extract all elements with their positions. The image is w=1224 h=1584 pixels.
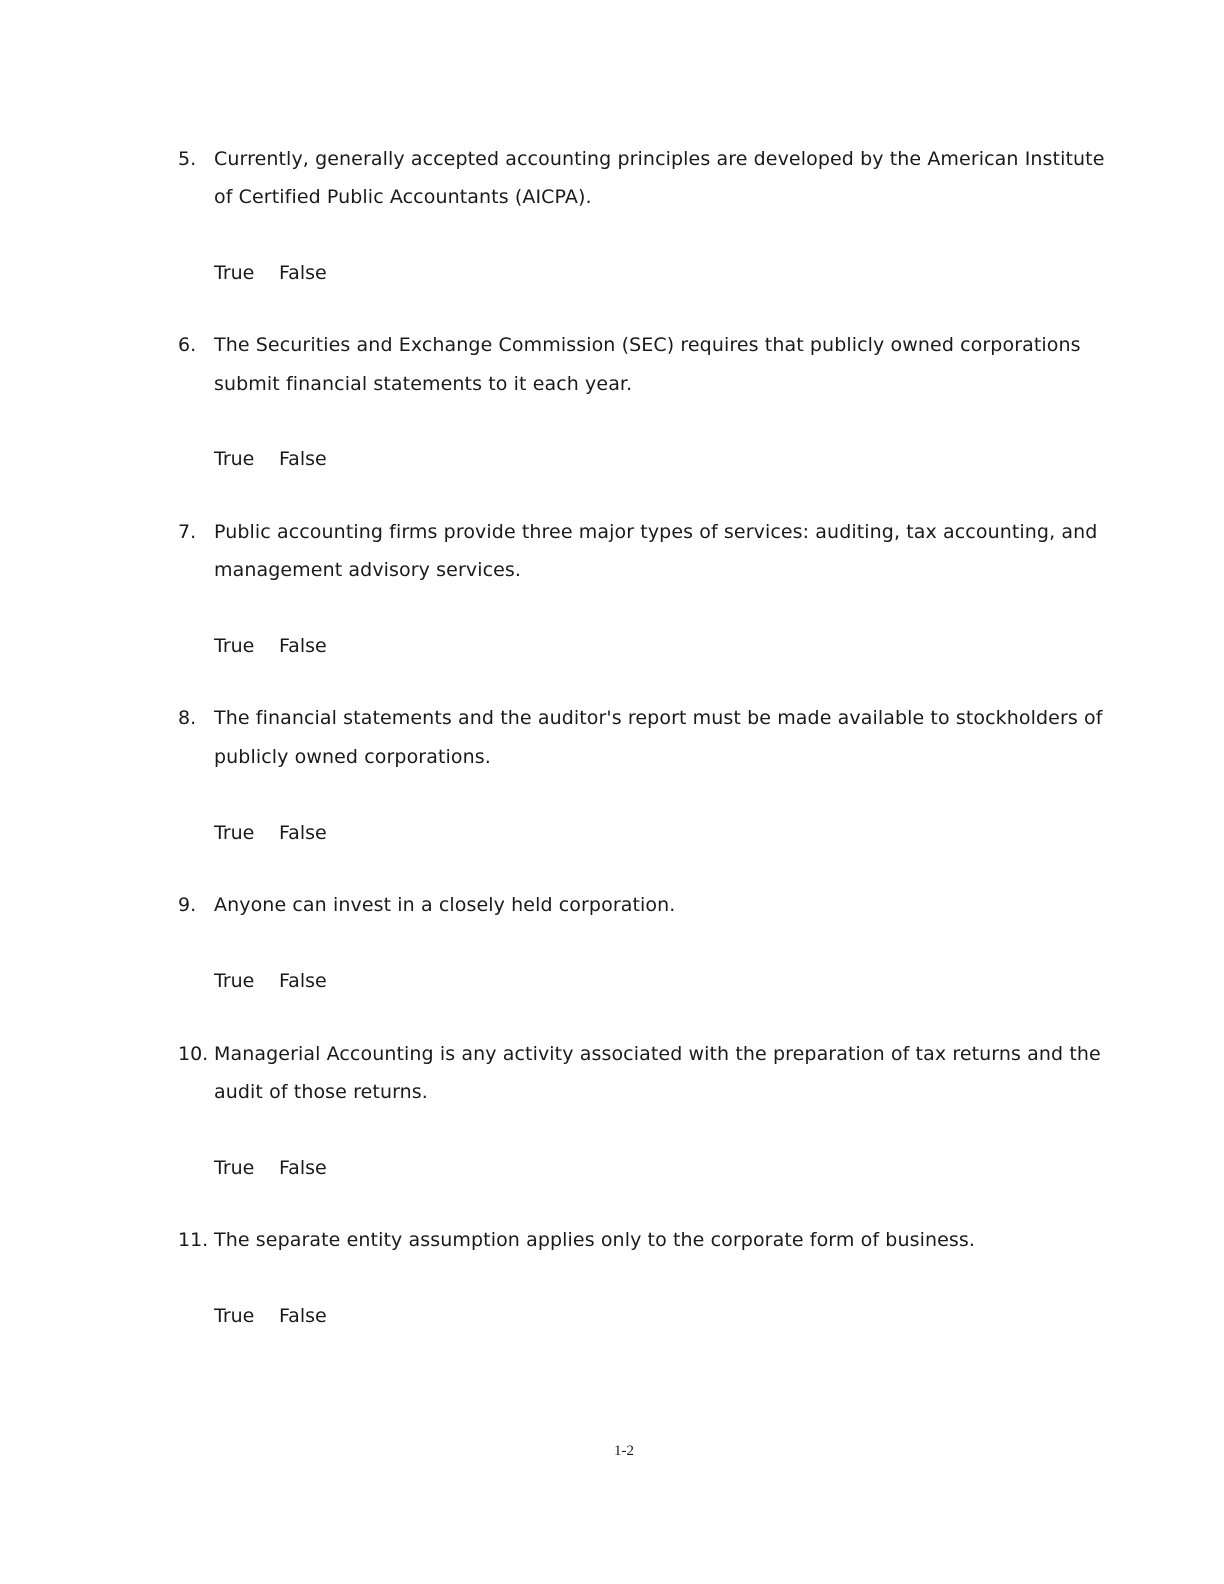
question-number: 6. [178,334,197,356]
option-true[interactable]: True [214,970,255,992]
question-text-line-1: The financial statements and the auditor's report must be made available to stockholders of [214,707,1103,729]
option-false[interactable]: False [279,1305,327,1327]
option-true[interactable]: True [214,262,255,284]
question-number: 10. [178,1043,209,1065]
option-true[interactable]: True [214,635,255,657]
question-number: 5. [178,148,197,170]
question-text-line-2: management advisory services. [214,559,522,581]
question-text-line-2: of Certified Public Accountants (AICPA). [214,186,592,208]
answer-options [214,1307,327,1326]
question-text-line-1: The separate entity assumption applies only to the corporate form of business. [214,1229,976,1251]
option-false[interactable]: False [279,970,327,992]
question-text-line-1: Public accounting firms provide three major types of services: auditing, tax accounting, and [214,521,1098,543]
page-number: 1-2 [614,1443,634,1459]
question-text-line-2: submit financial statements to it each year. [214,373,633,395]
question-text-line-1: Managerial Accounting is any activity associated with the preparation of tax returns and the [214,1043,1101,1065]
option-false[interactable]: False [279,635,327,657]
option-false[interactable]: False [279,262,327,284]
option-false[interactable]: False [279,448,327,470]
answer-options [214,637,327,656]
answer-options [214,824,327,843]
option-true[interactable]: True [214,1157,255,1179]
option-false[interactable]: False [279,822,327,844]
question-text-line-1: Currently, generally accepted accounting principles are developed by the American Institute [214,148,1105,170]
question-text-line-2: audit of those returns. [214,1081,428,1103]
question-text-line-2: publicly owned corporations. [214,746,491,768]
option-false[interactable]: False [279,1157,327,1179]
answer-options [214,450,327,469]
answer-options [214,972,327,991]
answer-options [214,1159,327,1178]
answer-options [214,264,327,283]
question-number: 9. [178,894,197,916]
question-number: 8. [178,707,197,729]
question-number: 11. [178,1229,209,1251]
question-text-line-1: The Securities and Exchange Commission (SEC) requires that publicly owned corporations [214,334,1081,356]
option-true[interactable]: True [214,822,255,844]
option-true[interactable]: True [214,1305,255,1327]
question-number: 7. [178,521,197,543]
question-text-line-1: Anyone can invest in a closely held corporation. [214,894,676,916]
option-true[interactable]: True [214,448,255,470]
